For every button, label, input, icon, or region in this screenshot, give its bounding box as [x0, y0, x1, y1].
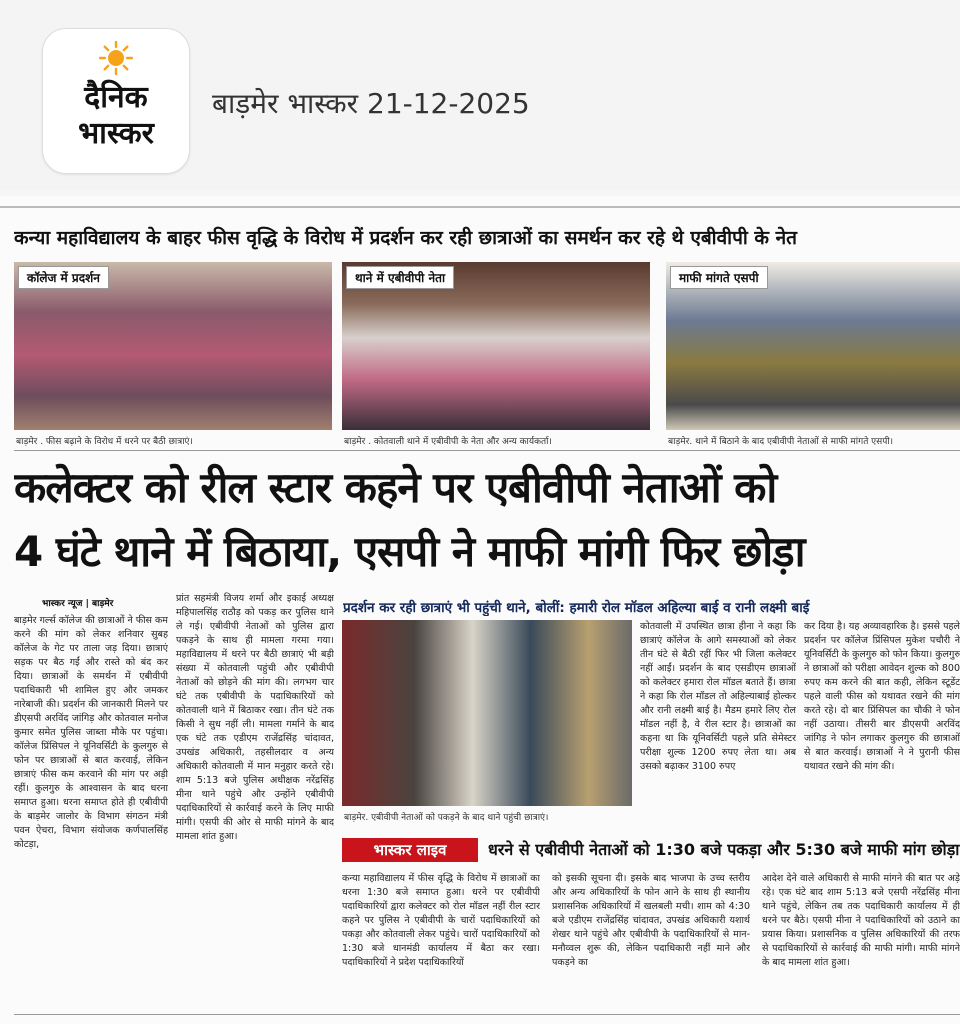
main-headline-line-2: 4 घंटे थाने में बिठाया, एसपी ने माफी मांगी फिर छोड़ा	[14, 527, 805, 576]
live-column-3: आदेश देने वाले अधिकारी से माफी मांगने की बात पर अड़े रहे। एक घंटे बाद शाम 5:13 बजे एसपी नरेंद्रसिंह मीना थाने पहुंचे, लेकिन तब तक पदाधिकारी कार्यालय में ही धरने पर बैठे। एसपी मीना ने पदाधिकारियों को उठाने का प्रयास किया। प्रशासनिक व पुलिस अधिकारियों की तरफ से पदाधिकारियों से कार्रवाई की माफी मांगी। माफी मांगने के बाद मामला शांत हुआ।	[762, 873, 960, 968]
photo-abvp-leaders	[342, 262, 650, 430]
byline: भास्कर न्यूज | बाड़मेर	[42, 599, 114, 609]
live-badge: भास्कर लाइव	[342, 838, 478, 862]
live-headline: धरने से एबीवीपी नेताओं को 1:30 बजे पकड़ा और 5:30 बजे माफी मांग छोड़ा	[488, 840, 960, 859]
logo-line-2: भास्कर	[78, 116, 154, 151]
photo-caption: बाड़मेर. एबीवीपी नेताओं को पकड़ने के बाद थाने पहुंची छात्राएं।	[344, 813, 549, 823]
sun-icon	[99, 41, 133, 75]
app-header	[0, 0, 960, 190]
photo-caption: बाड़मेर . कोतवाली थाने में एबीवीपी के नेता और अन्य कार्यकर्ता।	[344, 437, 552, 447]
edition-title: बाड़मेर भास्कर 21-12-2025	[212, 87, 530, 120]
article-column-4: कर दिया है। यह अव्यावहारिक है। इससे पहले प्रदर्शन पर कॉलेज प्रिंसिपल मुकेश पचौरी ने यूनिवर्सिटी के कुलगुरु को फोन किया। कुलगुरु ने छात्राओं को परीक्षा आवेदन शुल्क को 800 रुपए कम करने की बात कही, लेकिन स्टूडेंट पहले वाली फीस को यथावत रखने की मांग करते रहे। दो बार प्रिंसिपल का चौकी ने फोन नहीं उठाया। तीसरी बार डीएसपी अरविंद जांगिड़ ने फोन लगाकर कुलगुरु की छात्राओं से बात करवाई। छात्राओं ने ने पुरानी फीस यथावत रखने की मांग की।	[804, 621, 960, 772]
top-headline: कन्या महाविद्यालय के बाहर फीस वृद्धि के विरोध में प्रदर्शन कर रही छात्राओं का समर्थन कर रहे थे एबीवीपी के नेत	[14, 227, 797, 249]
divider	[14, 450, 960, 451]
bottom-divider	[14, 1014, 960, 1015]
photo-students-at-station	[342, 620, 632, 806]
logo-line-1: दैनिक	[84, 80, 148, 115]
live-column-2: को इसकी सूचना दी। इसके बाद भाजपा के उच्च स्तरीय और अन्य अधिकारियों के फोन आने के साथ ही स्थानीय प्रशासनिक अधिकारियों में खलबली मची। शाम को 4:30 बजे एडीएम राजेंद्रसिंह चांदावत, उपखंड अधिकारी यशार्थ शेखर थाने पहुंचे और एबीवीपी के पदाधिकारियों से मान-मनौव्वल शुरू की, लेकिन पदाधिकारी नहीं माने और पकड़ने का	[552, 873, 750, 968]
article-column-1: बाड़मेर गर्ल्स कॉलेज की छात्राओं ने फीस कम करने की मांग को लेकर शनिवार सुबह कॉलेज के गेट पर ताला जड़ दिया। छात्राएं सड़क पर बैठ गईं और रास्ते को बंद कर दिया। छात्राओं के समर्थन में एबीवीपी पदाधिकारी भी शामिल हुए और जमकर नारेबाजी की। प्रदर्शन की जानकारी मिलने पर डीएसपी अरविंद जांगिड़ और कोतवाल मनोज कुमार समेत पुलिस जाब्ता मौके पर पहुंचा। कॉलेज प्रिंसिपल ने यूनिवर्सिटी के कुलगुरु से फोन पर छात्राओं से बात करवाई, लेकिन छात्राएं फीस कम करवाने की मांग पर अड़ी रहीं। कुलगुरु के आश्वासन के बाद धरना समाप्त हुआ। धरना समाप्त होते ही एबीवीपी के बाड़मेर जालोर के विभाग संगठन मंत्री पवन ऐचरा, विभाग संयोजक कर्णपालसिंह कोटड़ा,	[14, 615, 168, 850]
photo-tag: कॉलेज में प्रदर्शन	[18, 266, 109, 289]
sub-headline: प्रदर्शन कर रही छात्राएं भी पहुंची थाने, बोलीं: हमारी रोल मॉडल अहिल्या बाई व रानी लक्ष्मी बाई	[343, 600, 810, 616]
photo-college-protest	[14, 262, 332, 430]
article-column-2: प्रांत सहमंत्री विजय शर्मा और इकाई अध्यक्ष महिपालसिंह राठौड़ को पकड़ कर पुलिस थाने ले गई। एबीवीपी नेताओं को पुलिस द्वारा पकड़ने के साथ ही मामला गरमा गया। महाविद्यालय में धरने पर बैठी छात्राएं भी बड़ी संख्या में कोतवाली पहुंची और एबीवीपी नेताओं को छोड़ने की मांग की। लगभग चार घंटे तक एबीवीपी के पदाधिकारियों को कोतवाली थाने में बिठाकर रखा। तीन घंटे तक किसी ने सुध नहीं ली। मामला गर्माने के बाद एक घंटे तक एडीएम राजेंद्रसिंह चांदावत, उपखंड अधिकारी, तहसीलदार व अन्य अधिकारी कोतवाली में मान मनुहार करते रहे। शाम 5:13 बजे पुलिस अधीक्षक नरेंद्रसिंह मीना थाने पहुंचे और उन्होंने एबीवीपी पदाधिकारियों से कार्रवाई करने के लिए माफी मांगी। एसपी की ओर से माफी मांगने के बाद मामला शांत हुआ।	[176, 593, 334, 842]
photo-tag: थाने में एबीवीपी नेता	[346, 266, 454, 289]
photo-tag: माफी मांगते एसपी	[670, 266, 768, 289]
bhaskar-live-section	[342, 836, 960, 866]
article-column-3: कोतवाली में उपस्थित छात्रा हीना ने कहा कि छात्राएं कॉलेज के आगे समस्याओं को लेकर तीन घंटे से बैठी रहीं फिर भी जिला कलेक्टर नहीं आईं। प्रदर्शन के बाद एसडीएम छात्राओं को कलेक्टर हमारा रोल मॉडल बताते हैं। छात्रा ने कहा कि रोल मॉडल तो अहिल्याबाई होल्कर और रानी लक्ष्मी बाई है। मैडम हमारे लिए रोल मॉडल नहीं है, वे रील स्टार है। छात्राओं का कहना था कि यूनिवर्सिटी पहले प्रति सेमेस्टर परीक्षा शुल्क 1200 रुपए लेता था। अब उसको बढ़ाकर 3100 रुपए	[640, 621, 796, 772]
newspaper-page	[0, 196, 960, 1024]
top-divider	[0, 206, 960, 208]
photo-sp-apology	[666, 262, 960, 430]
dainik-bhaskar-logo[interactable]	[42, 28, 190, 174]
live-column-1: कन्या महाविद्यालय में फीस वृद्धि के विरोध में छात्राओं का धरना 1:30 बजे समाप्त हुआ। धरने पर एबीवीपी पदाधिकारियों द्वारा कलेक्टर को रोल मॉडल नहीं रील स्टार कहने पर पुलिस ने एबीवीपी के चारों पदाधिकारियों को पकड़ा और कोतवाली लेकर पहुंचे। चारों पदाधिकारियों को 1:30 बजे धानमंडी कार्यालय में बैठा कर रखा। पदाधिकारियों ने प्रदेश पदाधिकारियों	[342, 873, 540, 968]
photo-caption: बाड़मेर . फीस बढ़ाने के विरोध में धरने पर बैठी छात्राएं।	[16, 437, 193, 447]
main-headline-line-1: कलेक्टर को रील स्टार कहने पर एबीवीपी नेताओं को	[14, 463, 777, 512]
photo-caption: बाड़मेर. थाने में बिठाने के बाद एबीवीपी नेताओं से माफी मांगते एसपी।	[668, 437, 894, 447]
